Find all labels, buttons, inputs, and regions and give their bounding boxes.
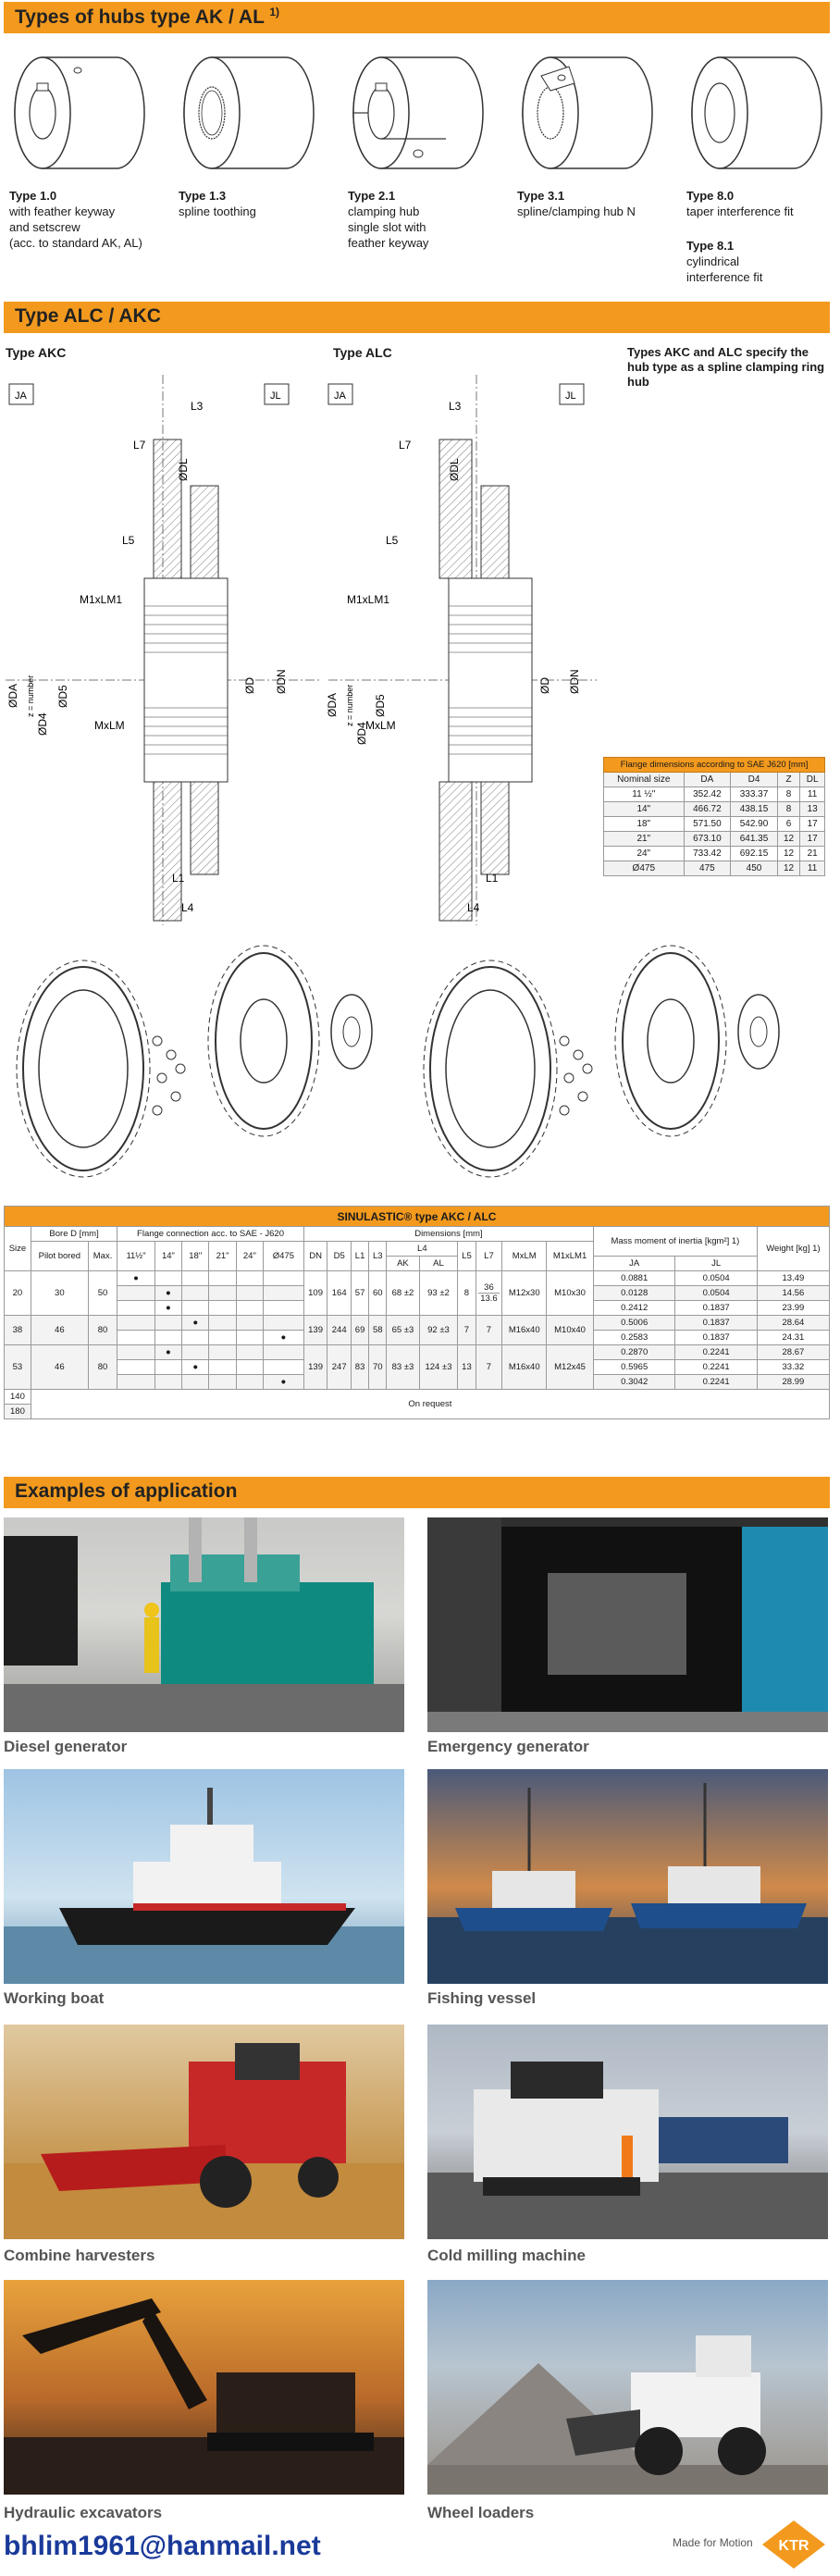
- flange-row: [604, 861, 825, 876]
- cell-weight: 23.99: [757, 1301, 829, 1316]
- akc-label-m: MxLM: [94, 719, 125, 732]
- header-flange-size: 21": [209, 1242, 236, 1271]
- cell-flange-flag: [182, 1286, 209, 1301]
- cell-l5: 8: [458, 1271, 476, 1316]
- akc-label-d4: ØD4: [36, 712, 49, 736]
- cell-on-request: On request: [31, 1390, 829, 1419]
- cell-l7: [476, 1345, 502, 1390]
- flange-dimensions-table: [603, 757, 825, 876]
- cell-flange-flag: [209, 1360, 236, 1375]
- cell-max: 80: [88, 1345, 117, 1390]
- table-row: [5, 1390, 830, 1405]
- flange-cell: 733.42: [684, 847, 731, 861]
- cell-flange-flag: [154, 1316, 181, 1331]
- flange-cell: 13: [800, 802, 825, 817]
- cell-d5: 247: [327, 1345, 352, 1390]
- flange-cell: 352.42: [684, 787, 731, 802]
- flange-cell: 438.15: [731, 802, 778, 817]
- cell-jl: 0.2241: [675, 1345, 757, 1360]
- akc-label-l4: L4: [181, 901, 194, 914]
- alc-label-dl: ØDL: [448, 458, 461, 481]
- cell-ja: 0.3042: [594, 1375, 675, 1390]
- hub-1-3-drawing: [175, 39, 323, 178]
- caption-hydraulic-excavators: Hydraulic excavators: [4, 2504, 163, 2521]
- cell-flange-flag: [182, 1271, 209, 1286]
- hub-8-0-title: Type 8.0: [686, 189, 735, 203]
- photo-emergency-generator: [427, 1517, 828, 1732]
- flange-cell: 466.72: [684, 802, 731, 817]
- alc-title-text: Type ALC / AKC: [15, 305, 161, 327]
- flange-header: Nominal size: [604, 773, 685, 787]
- flange-row: [604, 787, 825, 802]
- examples-section-title: [4, 1477, 830, 1508]
- hub-1-0-desc: with feather keyway and setscrew (acc. to standard AK, AL): [9, 204, 142, 250]
- flange-header: Z: [777, 773, 799, 787]
- header-max: Max.: [88, 1242, 117, 1271]
- header-mxlm: MxLM: [502, 1242, 547, 1271]
- caption-working-boat: Working boat: [4, 1989, 105, 2007]
- cell-jl: 0.1837: [675, 1331, 757, 1345]
- header-flange-size: 24": [236, 1242, 263, 1271]
- cell-pilot-bored: 46: [31, 1345, 88, 1390]
- cell-flange-flag: [117, 1286, 154, 1301]
- caption-cold-milling-machine: Cold milling machine: [427, 2247, 586, 2264]
- exploded-coupling-illustrations: [9, 939, 823, 1180]
- contact-email[interactable]: bhlim1961@hanmail.net: [4, 2531, 321, 2561]
- akc-label-dn: ØDN: [275, 669, 288, 694]
- photo-hydraulic-excavator: [4, 2280, 404, 2495]
- flange-cell: Ø475: [604, 861, 685, 876]
- cell-jl: 0.1837: [675, 1316, 757, 1331]
- cell-mxlm: M12x30: [502, 1271, 547, 1316]
- table-row: [5, 1271, 830, 1286]
- cell-d5: 164: [327, 1271, 352, 1316]
- cell-ja: 0.5006: [594, 1316, 675, 1331]
- alc-label-l5: L5: [386, 534, 399, 547]
- caption-combine-harvesters: Combine harvesters: [4, 2247, 155, 2264]
- flange-header: D4: [731, 773, 778, 787]
- photo-wheel-loader: [427, 2280, 828, 2495]
- akc-label-da: ØDA: [6, 683, 19, 708]
- flange-row: [604, 832, 825, 847]
- cell-flange-flag: [209, 1345, 236, 1360]
- label-type-akc: Type AKC: [6, 345, 67, 360]
- main-table-title: SINULASTIC® type AKC / ALC: [5, 1207, 830, 1227]
- flange-header: DA: [684, 773, 731, 787]
- hub-2-1-desc: clamping hub single slot with feather keyway: [348, 204, 429, 250]
- akc-label-ja: JA: [15, 390, 27, 402]
- cell-weight: 28.64: [757, 1316, 829, 1331]
- alc-label-d4: ØD4: [355, 722, 368, 745]
- caption-diesel-generator: Diesel generator: [4, 1738, 128, 1755]
- cell-flange-flag: [264, 1316, 304, 1331]
- flange-cell: 6: [777, 817, 799, 832]
- ktr-logo: [760, 2519, 827, 2570]
- caption-fishing-vessel: Fishing vessel: [427, 1989, 537, 2007]
- cell-flange-flag: [236, 1301, 263, 1316]
- cell-flange-flag: [117, 1301, 154, 1316]
- cell-flange-flag: ●: [154, 1345, 181, 1360]
- header-ja: JA: [594, 1257, 675, 1271]
- main-table: [4, 1206, 830, 1419]
- header-dn: DN: [303, 1242, 327, 1271]
- header-flange-size: 18": [182, 1242, 209, 1271]
- cell-mxlm: M16x40: [502, 1316, 547, 1345]
- hub-1-3-title: Type 1.3: [179, 189, 227, 203]
- cell-flange-flag: ●: [182, 1316, 209, 1331]
- cell-m1xlm1: M12x45: [547, 1345, 594, 1390]
- table-row: [5, 1316, 830, 1331]
- flange-cell: 17: [800, 832, 825, 847]
- cell-max: 50: [88, 1271, 117, 1316]
- cell-flange-flag: [209, 1331, 236, 1345]
- header-size: Size: [5, 1227, 31, 1271]
- alc-label-d: ØD: [538, 677, 551, 694]
- cell-jl: 0.0504: [675, 1286, 757, 1301]
- photo-fishing-vessel: [427, 1769, 828, 1984]
- cell-flange-flag: [264, 1271, 304, 1286]
- akc-label-z: z = number: [26, 675, 35, 717]
- flange-cell: 333.37: [731, 787, 778, 802]
- flange-row: [604, 847, 825, 861]
- header-jl: JL: [675, 1257, 757, 1271]
- cell-flange-flag: [209, 1271, 236, 1286]
- header-l5: L5: [458, 1242, 476, 1271]
- flange-cell: 8: [777, 802, 799, 817]
- label-type-alc: Type ALC: [333, 345, 392, 360]
- photo-diesel-generator: [4, 1517, 404, 1732]
- caption-wheel-loaders: Wheel loaders: [427, 2504, 535, 2521]
- akc-label-d: ØD: [243, 677, 256, 694]
- cell-flange-flag: [182, 1375, 209, 1390]
- alc-label-l4: L4: [467, 901, 480, 914]
- alc-label-l7: L7: [399, 439, 412, 452]
- alc-label-m: MxLM: [365, 719, 396, 732]
- hub-type-1-3: [175, 39, 332, 298]
- flange-cell: 692.15: [731, 847, 778, 861]
- flange-cell: 11: [800, 861, 825, 876]
- tagline: Made for Motion: [673, 2536, 753, 2549]
- header-mass-moment: Mass moment of inertia [kgm²] 1): [594, 1227, 758, 1257]
- cell-flange-flag: [154, 1375, 181, 1390]
- flange-cell: 11 ½": [604, 787, 685, 802]
- flange-cell: 14": [604, 802, 685, 817]
- cell-l7-value: 13.6: [478, 1293, 500, 1304]
- coupling-exploded-view-akc: [17, 946, 372, 1177]
- header-dimensions: Dimensions [mm]: [303, 1227, 593, 1242]
- cell-size: 20: [5, 1271, 31, 1316]
- hubs-title-footnote: 1): [269, 6, 280, 19]
- cell-l3: 70: [369, 1345, 387, 1390]
- header-l1: L1: [352, 1242, 369, 1271]
- flange-cell: 542.90: [731, 817, 778, 832]
- header-weight: Weight [kg] 1): [757, 1227, 829, 1271]
- cell-jl: 0.2241: [675, 1360, 757, 1375]
- alc-label-da: ØDA: [326, 692, 339, 717]
- cell-l7: [476, 1316, 502, 1345]
- cell-ja: 0.2583: [594, 1331, 675, 1345]
- flange-cell: 450: [731, 861, 778, 876]
- cell-size: 53: [5, 1345, 31, 1390]
- flange-table-title: Flange dimensions according to SAE J620 [mm]: [604, 758, 825, 773]
- cell-l7-value: 36: [484, 1282, 494, 1293]
- flange-row: [604, 817, 825, 832]
- header-l4-ak: AK: [387, 1257, 419, 1271]
- cell-flange-flag: [236, 1286, 263, 1301]
- akc-label-jl: JL: [270, 390, 281, 402]
- hub-type-2-1: [344, 39, 501, 298]
- cell-weight: 24.31: [757, 1331, 829, 1345]
- flange-cell: 12: [777, 847, 799, 861]
- cell-l7: [476, 1271, 502, 1316]
- flange-cell: 17: [800, 817, 825, 832]
- cell-flange-flag: [117, 1331, 154, 1345]
- cell-flange-flag: [154, 1360, 181, 1375]
- header-d5: D5: [327, 1242, 352, 1271]
- cell-flange-flag: [154, 1271, 181, 1286]
- cell-flange-flag: [117, 1345, 154, 1360]
- cell-flange-flag: [182, 1345, 209, 1360]
- cell-l4-ak: 68 ±2: [387, 1271, 419, 1316]
- hub-8-1-desc: cylindrical interference fit: [686, 254, 763, 284]
- header-flange-size: 11½": [117, 1242, 154, 1271]
- flange-cell: 21": [604, 832, 685, 847]
- cell-dn: 109: [303, 1271, 327, 1316]
- cell-l4-ak: 83 ±3: [387, 1345, 419, 1390]
- cell-weight: 13.49: [757, 1271, 829, 1286]
- cell-max: 80: [88, 1316, 117, 1345]
- flange-cell: 8: [777, 787, 799, 802]
- hub-8-0-desc: taper interference fit: [686, 204, 794, 218]
- cell-dn: 139: [303, 1316, 327, 1345]
- cell-l5: 7: [458, 1316, 476, 1345]
- header-flange-size: Ø475: [264, 1242, 304, 1271]
- cell-size: 38: [5, 1316, 31, 1345]
- header-flange-size: 14": [154, 1242, 181, 1271]
- hubs-section-title: [4, 2, 830, 33]
- alc-label-ja: JA: [334, 390, 346, 402]
- cell-l4-al: 124 ±3: [419, 1345, 458, 1390]
- flange-cell: 11: [800, 787, 825, 802]
- sinulastic-data-table: [4, 1206, 830, 1419]
- cell-l4-ak: 65 ±3: [387, 1316, 419, 1345]
- cell-size: 180: [5, 1405, 31, 1419]
- hub-type-1-0: [6, 39, 163, 298]
- hub-1-3-desc: spline toothing: [179, 204, 256, 218]
- akc-label-l3: L3: [191, 400, 204, 413]
- flange-cell: 475: [684, 861, 731, 876]
- cell-flange-flag: [236, 1331, 263, 1345]
- hub-type-3-1: [513, 39, 671, 298]
- flange-cell: 24": [604, 847, 685, 861]
- cell-ja: 0.2412: [594, 1301, 675, 1316]
- hub-2-1-drawing: [344, 39, 492, 178]
- akc-technical-drawing: [6, 375, 320, 925]
- akc-label-l7: L7: [133, 439, 146, 452]
- cell-ja: 0.0128: [594, 1286, 675, 1301]
- hub-8-1-title: Type 8.1: [686, 239, 735, 253]
- coupling-exploded-view-alc: [424, 946, 779, 1177]
- akc-label-l5: L5: [122, 534, 135, 547]
- cell-weight: 14.56: [757, 1286, 829, 1301]
- cell-flange-flag: ●: [182, 1360, 209, 1375]
- cell-flange-flag: [209, 1286, 236, 1301]
- cell-l4-al: 93 ±2: [419, 1271, 458, 1316]
- akc-label-dl: ØDL: [177, 458, 190, 481]
- cell-flange-flag: [209, 1301, 236, 1316]
- hub-2-1-title: Type 2.1: [348, 189, 396, 203]
- alc-label-m1: M1xLM1: [347, 593, 390, 606]
- alc-label-l1: L1: [486, 872, 499, 885]
- akc-label-m1: M1xLM1: [80, 593, 123, 606]
- table-row: [5, 1345, 830, 1360]
- hub-8-0-drawing: [683, 39, 831, 178]
- header-bore: Bore D [mm]: [31, 1227, 117, 1242]
- alc-label-z: z = number: [345, 684, 354, 726]
- cell-flange-flag: [264, 1345, 304, 1360]
- cell-flange-flag: ●: [264, 1375, 304, 1390]
- photo-combine-harvester: [4, 2025, 404, 2239]
- cell-flange-flag: ●: [154, 1286, 181, 1301]
- cell-ja: 0.2870: [594, 1345, 675, 1360]
- cell-l7-value: 7: [486, 1325, 492, 1335]
- cell-pilot-bored: 46: [31, 1316, 88, 1345]
- alc-label-dn: ØDN: [568, 669, 581, 694]
- cell-flange-flag: [154, 1331, 181, 1345]
- cell-flange-flag: [209, 1375, 236, 1390]
- cell-flange-flag: ●: [117, 1271, 154, 1286]
- cell-flange-flag: [236, 1375, 263, 1390]
- cell-flange-flag: ●: [264, 1331, 304, 1345]
- cell-l1: 69: [352, 1316, 369, 1345]
- alc-spec-note: Types AKC and ALC specify the hub type as a spline clamping ring hub: [627, 345, 825, 389]
- akc-label-d5: ØD5: [56, 685, 69, 708]
- cell-flange-flag: [264, 1360, 304, 1375]
- alc-label-l3: L3: [449, 400, 462, 413]
- hub-3-1-title: Type 3.1: [517, 189, 565, 203]
- cell-weight: 28.99: [757, 1375, 829, 1390]
- flange-cell: 641.35: [731, 832, 778, 847]
- caption-emergency-generator: Emergency generator: [427, 1738, 589, 1755]
- cell-flange-flag: [209, 1316, 236, 1331]
- cell-flange-flag: [117, 1360, 154, 1375]
- cell-dn: 139: [303, 1345, 327, 1390]
- cell-flange-flag: [182, 1331, 209, 1345]
- alc-label-d5: ØD5: [374, 694, 387, 717]
- header-m1xlm1: M1xLM1: [547, 1242, 594, 1271]
- ktr-logo-text: KTR: [778, 2538, 809, 2554]
- cell-l5: 13: [458, 1345, 476, 1390]
- cell-l3: 58: [369, 1316, 387, 1345]
- cell-m1xlm1: M10x40: [547, 1316, 594, 1345]
- hub-3-1-drawing: [513, 39, 661, 178]
- cell-l4-al: 92 ±3: [419, 1316, 458, 1345]
- header-l7: L7: [476, 1242, 502, 1271]
- cell-flange-flag: [182, 1301, 209, 1316]
- header-flange: Flange connection acc. to SAE - J620: [117, 1227, 303, 1242]
- hub-1-0-drawing: [6, 39, 154, 178]
- cell-flange-flag: [264, 1301, 304, 1316]
- hub-1-0-title: Type 1.0: [9, 189, 57, 203]
- cell-flange-flag: [236, 1271, 263, 1286]
- cell-weight: 33.32: [757, 1360, 829, 1375]
- cell-jl: 0.1837: [675, 1301, 757, 1316]
- flange-cell: 12: [777, 861, 799, 876]
- cell-m1xlm1: M10x30: [547, 1271, 594, 1316]
- akc-label-l1: L1: [172, 872, 185, 885]
- cell-flange-flag: [236, 1360, 263, 1375]
- flange-header: DL: [800, 773, 825, 787]
- header-l4: L4: [387, 1242, 458, 1257]
- flange-cell: 12: [777, 832, 799, 847]
- cell-flange-flag: ●: [154, 1301, 181, 1316]
- cell-size: 140: [5, 1390, 31, 1405]
- header-l4-al: AL: [419, 1257, 458, 1271]
- cell-l1: 83: [352, 1345, 369, 1390]
- cell-weight: 28.67: [757, 1345, 829, 1360]
- cell-mxlm: M16x40: [502, 1345, 547, 1390]
- cell-pilot-bored: 30: [31, 1271, 88, 1316]
- cell-ja: 0.0881: [594, 1271, 675, 1286]
- hub-type-8-0: [683, 39, 840, 298]
- cell-flange-flag: [264, 1286, 304, 1301]
- flange-row: [604, 802, 825, 817]
- examples-title-text: Examples of application: [15, 1480, 238, 1502]
- main-table-body: [5, 1271, 830, 1419]
- photo-working-boat: [4, 1769, 404, 1984]
- hub-3-1-desc: spline/clamping hub N: [517, 204, 636, 218]
- flange-cell: 673.10: [684, 832, 731, 847]
- alc-technical-drawing: [328, 375, 597, 925]
- cell-flange-flag: [117, 1316, 154, 1331]
- cell-jl: 0.2241: [675, 1375, 757, 1390]
- flange-cell: 18": [604, 817, 685, 832]
- alc-label-jl: JL: [565, 390, 576, 402]
- header-l3: L3: [369, 1242, 387, 1271]
- flange-cell: 571.50: [684, 817, 731, 832]
- hubs-title-text: Types of hubs type AK / AL: [15, 6, 265, 28]
- cell-ja: 0.5965: [594, 1360, 675, 1375]
- alc-section-title: [4, 302, 830, 333]
- header-pilot-bored: Pilot bored: [31, 1242, 88, 1271]
- cell-flange-flag: [236, 1316, 263, 1331]
- cell-flange-flag: [236, 1345, 263, 1360]
- cell-l3: 60: [369, 1271, 387, 1316]
- flange-cell: 21: [800, 847, 825, 861]
- photo-cold-milling-machine: [427, 2025, 828, 2239]
- cell-l7-value: 7: [486, 1362, 492, 1372]
- cell-l1: 57: [352, 1271, 369, 1316]
- cell-jl: 0.0504: [675, 1271, 757, 1286]
- cell-d5: 244: [327, 1316, 352, 1345]
- cell-flange-flag: [117, 1375, 154, 1390]
